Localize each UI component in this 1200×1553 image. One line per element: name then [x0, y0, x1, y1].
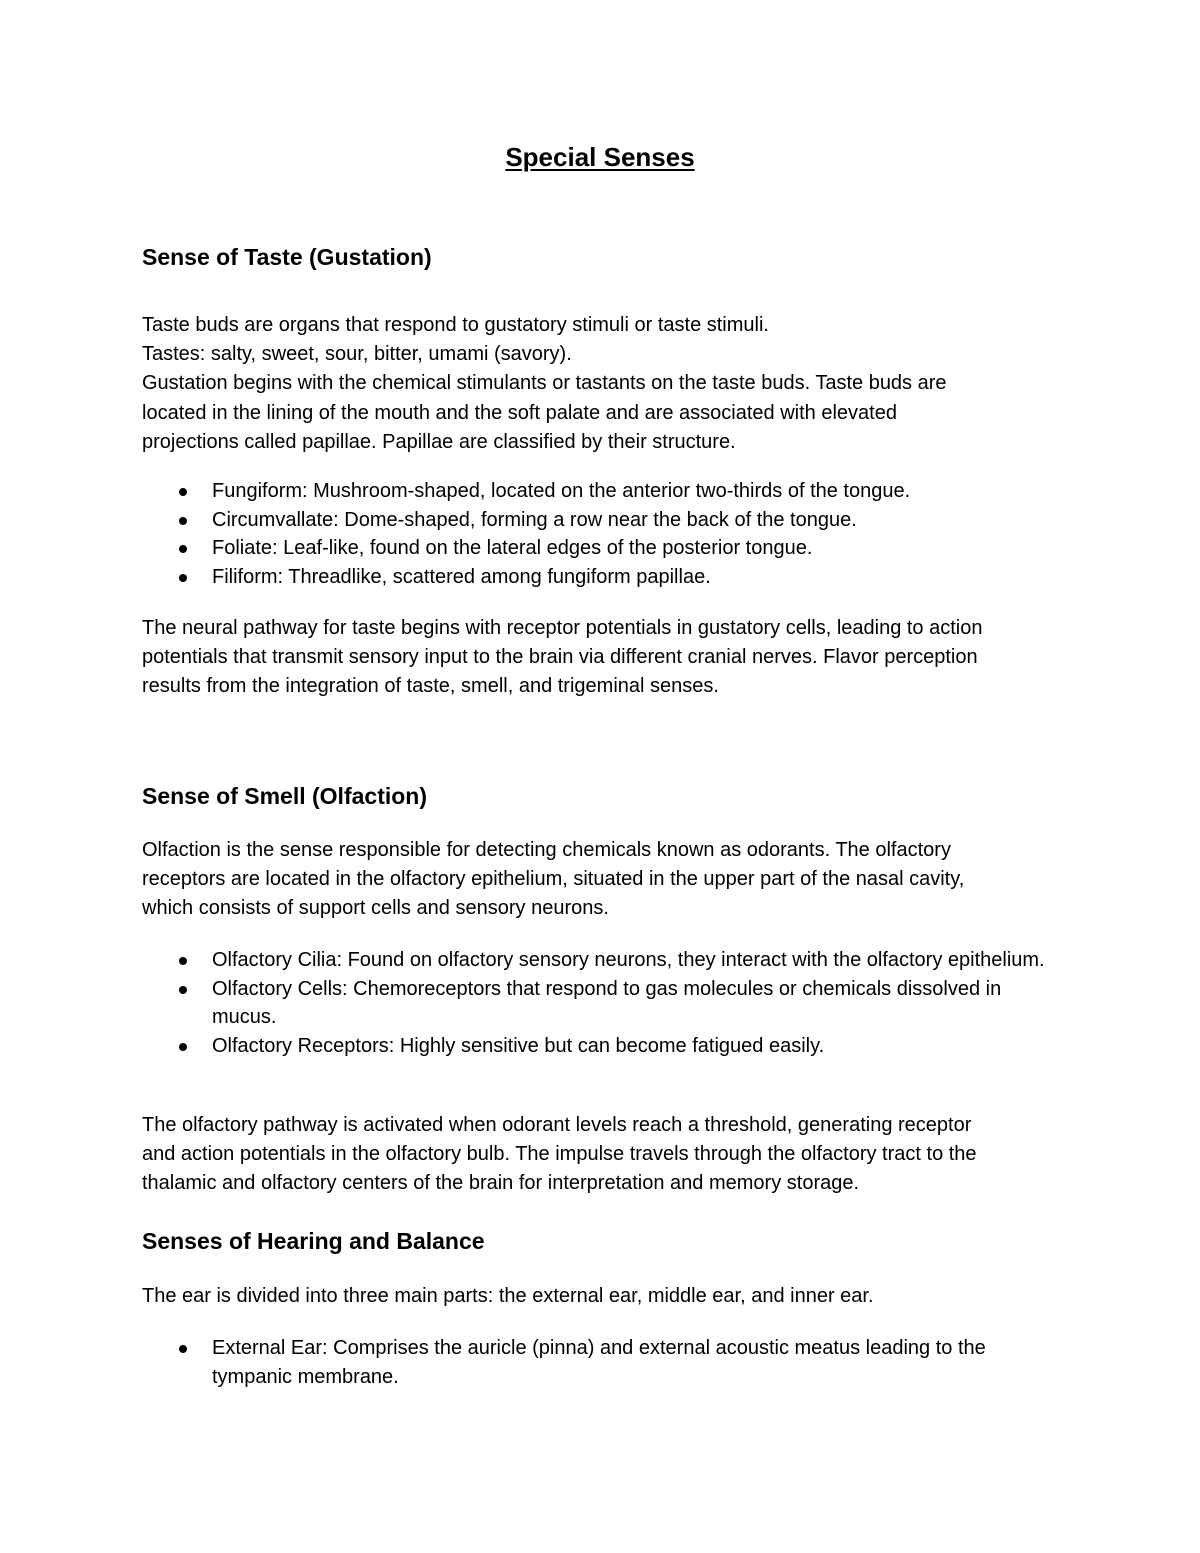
list-item: [142, 506, 1062, 535]
list-item: [142, 534, 1062, 563]
list-item-text: Olfactory Cells: Chemoreceptors that respond to gas molecules or chemicals dissolved in mucus.: [212, 977, 1002, 1029]
smell-pathway-paragraph: [142, 1111, 1062, 1199]
list-item-text: Fungiform: Mushroom-shaped, located on the anterior two-thirds of the tongue.: [212, 480, 911, 502]
list-item-text: Olfactory Receptors: Highly sensitive but can become fatigued easily.: [212, 1034, 825, 1057]
olfactory-list: [142, 946, 1062, 1060]
bullet-icon: [179, 986, 187, 994]
papillae-list: [142, 477, 1062, 591]
text-line: thalamic and olfactory centers of the brain for interpretation and memory storage.: [142, 1172, 860, 1195]
text-line: receptors are located in the olfactory epithelium, situated in the upper part of the nasal cavity,: [142, 868, 965, 891]
list-item: [142, 1334, 1062, 1391]
bullet-icon: [179, 957, 187, 965]
ear-parts-list: [142, 1334, 1062, 1391]
text-line: and action potentials in the olfactory bulb. The impulse travels through the olfactory tract to the: [142, 1143, 977, 1166]
smell-heading: Sense of Smell (Olfaction): [142, 783, 427, 809]
list-item: [142, 477, 1062, 506]
text-line: which consists of support cells and sensory neurons.: [142, 897, 609, 920]
list-item-text: Circumvallate: Dome-shaped, forming a row near the back of the tongue.: [212, 508, 857, 531]
bullet-icon: [179, 1043, 187, 1051]
bullet-icon: [179, 545, 187, 553]
text-line: Gustation begins with the chemical stimulants or tastants on the taste buds. Taste buds are: [142, 372, 947, 395]
list-item-text: External Ear: Comprises the auricle (pinna) and external acoustic meatus leading to the tympanic membrane.: [212, 1337, 986, 1388]
text-line: potentials that transmit sensory input to the brain via different cranial nerves. Flavor perception: [142, 646, 978, 669]
taste-heading: Sense of Taste (Gustation): [142, 244, 432, 270]
bullet-icon: [179, 517, 187, 525]
bullet-icon: [179, 488, 187, 496]
list-item-text: Olfactory Cilia: Found on olfactory sensory neurons, they interact with the olfactory epithelium.: [212, 949, 1045, 971]
hearing-intro-paragraph: The ear is divided into three main parts: the external ear, middle ear, and inner ear.: [142, 1285, 874, 1307]
list-item: [142, 563, 1062, 592]
text-line: Taste buds are organs that respond to gustatory stimuli or taste stimuli.: [142, 314, 769, 336]
bullet-icon: [179, 1345, 187, 1353]
text-line: located in the lining of the mouth and the soft palate and are associated with elevated: [142, 401, 897, 424]
taste-pathway-paragraph: [142, 614, 1062, 702]
smell-intro-paragraph: [142, 836, 1062, 924]
text-line: projections called papillae. Papillae are classified by their structure.: [142, 430, 736, 453]
list-item: [142, 946, 1062, 975]
list-item-text: Filiform: Threadlike, scattered among fungiform papillae.: [212, 565, 711, 588]
page-title: Special Senses: [505, 142, 695, 172]
list-item: [142, 1032, 1062, 1061]
text-line: Olfaction is the sense responsible for detecting chemicals known as odorants. The olfactory: [142, 839, 951, 861]
bullet-icon: [179, 574, 187, 582]
text-line: results from the integration of taste, smell, and trigeminal senses.: [142, 675, 719, 698]
text-line: The olfactory pathway is activated when odorant levels reach a threshold, generating receptor: [142, 1114, 972, 1136]
text-line: Tastes: salty, sweet, sour, bitter, umami (savory).: [142, 343, 572, 366]
hearing-heading: Senses of Hearing and Balance: [142, 1228, 485, 1254]
taste-intro-paragraph: [142, 311, 1062, 457]
text-line: The neural pathway for taste begins with receptor potentials in gustatory cells, leading to action: [142, 617, 983, 639]
list-item: [142, 975, 1062, 1032]
list-item-text: Foliate: Leaf-like, found on the lateral edges of the posterior tongue.: [212, 537, 813, 560]
